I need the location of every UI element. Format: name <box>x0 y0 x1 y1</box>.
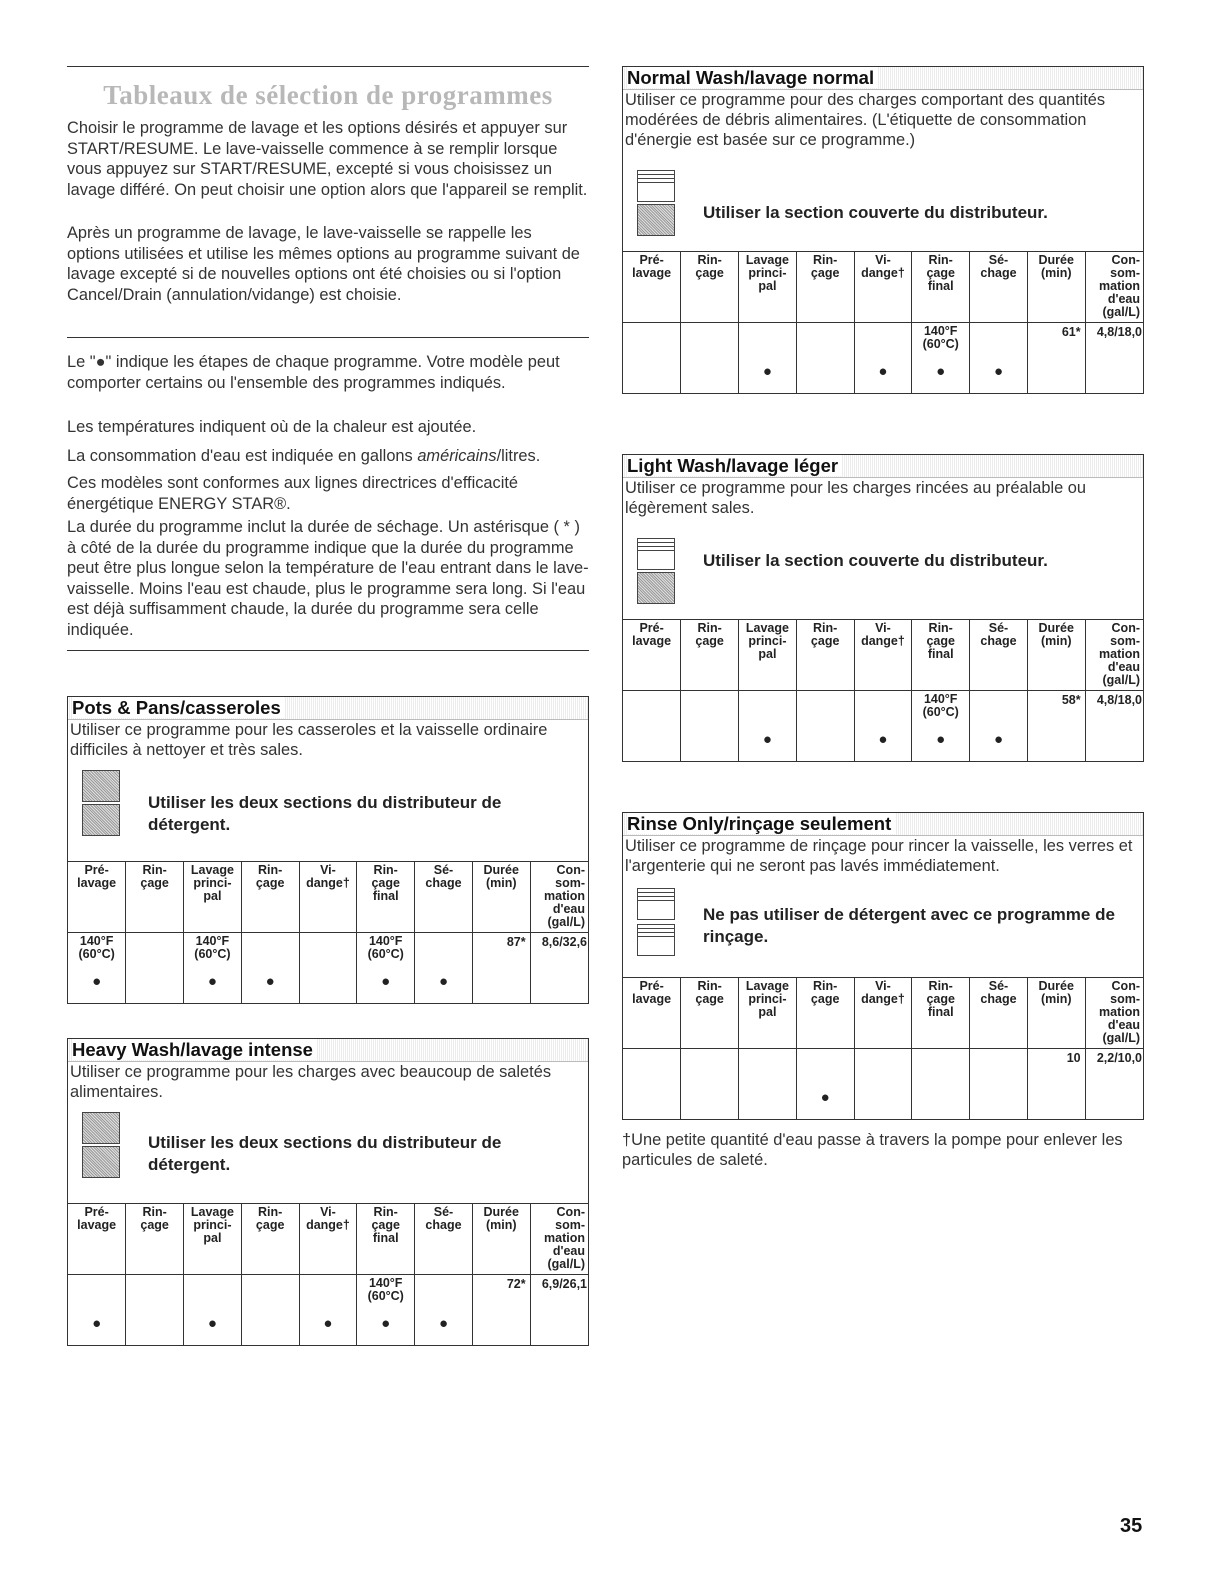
column-header: Rin- çage <box>796 620 854 691</box>
consumption-cell: 2,2/10,0 <box>1085 1049 1143 1120</box>
dispenser-covered-icon <box>637 888 675 920</box>
step-cell <box>912 1049 970 1120</box>
program-description: Utiliser ce programme pour les casseroles et la vaisselle ordinaire difficiles à nettoyer et très sales. <box>70 721 548 759</box>
duration-cell: 87* <box>472 933 530 1004</box>
column-header: Vi- dange† <box>299 1204 357 1275</box>
column-header: Lavage princi- pal <box>184 862 242 933</box>
step-dot: ● <box>323 1315 333 1332</box>
column-header: Rin- çage <box>126 862 184 933</box>
program-description: Utiliser ce programme pour les charges avec beaucoup de saletés alimentaires. <box>70 1063 552 1101</box>
program-box-normal-wash <box>622 66 1144 394</box>
column-header: Rin- çage final <box>912 620 970 691</box>
step-dot: ● <box>92 1315 102 1332</box>
dispenser-open-icon <box>82 1146 120 1178</box>
consumption-cell: 8,6/32,6 <box>530 933 588 1004</box>
column-header: Durée (min) <box>1027 620 1085 691</box>
dispenser-instruction <box>623 524 1143 619</box>
step-dot: ● <box>438 973 448 990</box>
step-dot: ● <box>993 363 1003 380</box>
column-header: Lavage princi- pal <box>739 620 797 691</box>
column-header: Rin- çage <box>796 252 854 323</box>
step-cell <box>970 1049 1028 1120</box>
column-header: Durée (min) <box>472 1204 530 1275</box>
step-cell <box>126 1275 184 1346</box>
table-header-row <box>623 252 1143 323</box>
step-dot: ● <box>878 363 888 380</box>
column-header: Con- som- mation d'eau (gal/L) <box>1085 620 1143 691</box>
column-header: Rin- çage final <box>357 1204 415 1275</box>
program-title: Heavy Wash/lavage intense <box>68 1039 588 1062</box>
table-row <box>68 1275 588 1346</box>
program-steps-table <box>68 861 588 1003</box>
step-dot: ● <box>381 1315 391 1332</box>
step-cell <box>357 1275 415 1346</box>
dispenser-open-icon <box>82 804 120 836</box>
column-header: Sé- chage <box>970 978 1028 1049</box>
temperature-label: 140°F (60°C) <box>78 934 115 961</box>
temperature-label: 140°F (60°C) <box>922 692 959 719</box>
step-cell <box>681 323 739 394</box>
dispenser-covered-icon <box>637 170 675 202</box>
step-cell <box>241 933 299 1004</box>
program-title: Light Wash/lavage léger <box>623 455 1143 478</box>
program-description: Utiliser ce programme pour les charges rincées au préalable ou légèrement sales. <box>625 479 1086 517</box>
column-header: Rin- çage <box>796 978 854 1049</box>
dispenser-instruction-text: Utiliser la section couverte du distributeur. <box>703 203 1048 222</box>
column-header: Rin- çage <box>681 978 739 1049</box>
step-dot: ● <box>762 363 772 380</box>
program-box-pots-pans <box>67 696 589 1004</box>
step-cell <box>241 1275 299 1346</box>
step-cell <box>854 1049 912 1120</box>
step-cell <box>623 1049 681 1120</box>
table-row <box>623 691 1143 762</box>
table-header-row <box>68 862 588 933</box>
dispenser-instruction-text: Ne pas utiliser de détergent avec ce programme de rinçage. <box>703 905 1115 946</box>
step-cell <box>681 691 739 762</box>
table-row <box>68 933 588 1004</box>
column-header: Rin- çage <box>126 1204 184 1275</box>
step-dot: ● <box>936 731 946 748</box>
column-header: Con- som- mation d'eau (gal/L) <box>530 1204 588 1275</box>
step-cell <box>68 1275 126 1346</box>
divider <box>67 337 589 338</box>
step-cell <box>854 691 912 762</box>
consumption-cell: 4,8/18,0 <box>1085 691 1143 762</box>
dispenser-instruction <box>623 156 1143 251</box>
program-box-light-wash <box>622 454 1144 762</box>
column-header: Vi- dange† <box>854 252 912 323</box>
column-header: Rin- çage <box>681 252 739 323</box>
program-steps-table <box>623 619 1143 761</box>
step-cell <box>623 691 681 762</box>
dispenser-instruction-text: Utiliser les deux sections du distributeur de détergent. <box>148 793 502 834</box>
intro-paragraph-7: La durée du programme inclut la durée de séchage. Un astérisque ( * ) à côté de la durée du programme indique que la durée du programme peut être plus longue selon la température de l'eau entrant dans le lave-vaisselle. Moins l'eau est chaude, plus le programme sera long. Si l'eau est déjà suffisamment chaude, la durée du programme sera celle indiquée. <box>67 518 589 639</box>
divider <box>67 650 589 651</box>
temperature-label: 140°F (60°C) <box>367 934 404 961</box>
column-header: Sé- chage <box>415 862 473 933</box>
footnote: †Une petite quantité d'eau passe à travers la pompe pour enlever les particules de saleté. <box>622 1131 1123 1169</box>
table-row <box>623 1049 1143 1120</box>
column-header: Durée (min) <box>1027 252 1085 323</box>
column-header: Vi- dange† <box>854 620 912 691</box>
table-header-row <box>68 1204 588 1275</box>
step-cell <box>796 691 854 762</box>
column-header: Pré- lavage <box>68 862 126 933</box>
column-header: Vi- dange† <box>299 862 357 933</box>
table-row <box>623 323 1143 394</box>
intro-paragraph-3: Le "●" indique les étapes de chaque programme. Votre modèle peut comporter certains ou l'ensemble des programmes indiqués. <box>67 353 560 392</box>
step-dot: ● <box>381 973 391 990</box>
step-cell <box>623 323 681 394</box>
intro-paragraph-2: Après un programme de lavage, le lave-vaisselle se rappelle les options utilisées et utilise les mêmes options au programme suivant de lavage excepté si de nouvelles options ont été choisies ou si l'option Cancel/Drain (annulation/vidange) est choisie. <box>67 224 580 304</box>
step-cell <box>739 323 797 394</box>
dispenser-instruction <box>68 766 588 861</box>
column-header: Lavage princi- pal <box>184 1204 242 1275</box>
dispenser-covered-icon <box>82 770 120 802</box>
column-header: Sé- chage <box>415 1204 473 1275</box>
column-header: Lavage princi- pal <box>739 978 797 1049</box>
step-cell <box>415 1275 473 1346</box>
step-cell <box>854 323 912 394</box>
dispenser-instruction-text: Utiliser les deux sections du distributeur de détergent. <box>148 1133 502 1174</box>
intro-paragraph-1: Choisir le programme de lavage et les options désirés et appuyer sur START/RESUME. Le lave-vaisselle commence à se remplir lorsque vous appuyez sur START/RESUME, excepté si vous choisissez un lavage différé. On peut choisir une option alors que l'appareil se remplit. <box>67 119 588 199</box>
step-cell <box>912 691 970 762</box>
step-cell <box>970 691 1028 762</box>
step-cell <box>184 933 242 1004</box>
step-cell <box>970 323 1028 394</box>
step-dot: ● <box>207 973 217 990</box>
dispenser-instruction <box>68 1108 588 1203</box>
intro-paragraph-5: La consommation d'eau est indiquée en gallons américains/litres. <box>67 447 541 465</box>
program-steps-table <box>68 1203 588 1345</box>
program-description: Utiliser ce programme de rinçage pour rincer la vaisselle, les verres et l'argenterie qui ne seront pas lavés immédiatement. <box>625 837 1133 875</box>
program-title: Pots & Pans/casseroles <box>68 697 588 720</box>
step-dot: ● <box>878 731 888 748</box>
step-cell <box>796 323 854 394</box>
temperature-label: 140°F (60°C) <box>194 934 231 961</box>
program-title: Normal Wash/lavage normal <box>623 67 1143 90</box>
temperature-label: 140°F (60°C) <box>922 324 959 351</box>
column-header: Rin- çage <box>241 862 299 933</box>
column-header: Durée (min) <box>1027 978 1085 1049</box>
program-box-heavy-wash <box>67 1038 589 1346</box>
column-header: Pré- lavage <box>623 620 681 691</box>
temperature-label: 140°F (60°C) <box>367 1276 404 1303</box>
program-description: Utiliser ce programme pour des charges comportant des quantités modérées de débris alimentaires. (L'étiquette de consommation d'énergie est basée sur ce programme.) <box>625 91 1106 149</box>
table-header-row <box>623 620 1143 691</box>
column-header: Pré- lavage <box>623 252 681 323</box>
step-cell <box>299 933 357 1004</box>
dispenser-open-icon <box>637 572 675 604</box>
page-number: 35 <box>1120 1515 1143 1537</box>
intro-paragraph-4: Les températures indiquent où de la chaleur est ajoutée. <box>67 418 477 436</box>
step-cell <box>68 933 126 1004</box>
step-dot: ● <box>820 1089 830 1106</box>
program-steps-table <box>623 977 1143 1119</box>
step-cell <box>357 933 415 1004</box>
duration-cell: 61* <box>1027 323 1085 394</box>
step-cell <box>126 933 184 1004</box>
duration-cell: 58* <box>1027 691 1085 762</box>
column-header: Rin- çage <box>681 620 739 691</box>
column-header: Pré- lavage <box>623 978 681 1049</box>
step-dot: ● <box>207 1315 217 1332</box>
column-header: Rin- çage <box>241 1204 299 1275</box>
column-header: Durée (min) <box>472 862 530 933</box>
dispenser-covered-icon <box>82 1112 120 1144</box>
table-header-row <box>623 978 1143 1049</box>
step-cell <box>681 1049 739 1120</box>
duration-cell: 10 <box>1027 1049 1085 1120</box>
dispenser-instruction <box>623 882 1143 977</box>
column-header: Rin- çage final <box>357 862 415 933</box>
column-header: Lavage princi- pal <box>739 252 797 323</box>
column-header: Rin- çage final <box>912 978 970 1049</box>
page-title: Tableaux de sélection de programmes <box>103 80 553 110</box>
program-box-rinse-only <box>622 812 1144 1120</box>
column-header: Pré- lavage <box>68 1204 126 1275</box>
dispenser-open-icon <box>637 924 675 956</box>
column-header: Rin- çage final <box>912 252 970 323</box>
step-cell <box>184 1275 242 1346</box>
step-cell <box>739 1049 797 1120</box>
column-header: Con- som- mation d'eau (gal/L) <box>1085 978 1143 1049</box>
step-dot: ● <box>936 363 946 380</box>
step-dot: ● <box>762 731 772 748</box>
column-header: Con- som- mation d'eau (gal/L) <box>1085 252 1143 323</box>
intro-paragraph-6: Ces modèles sont conformes aux lignes directrices d'efficacité énergétique ENERGY STAR®. <box>67 474 519 513</box>
step-dot: ● <box>92 973 102 990</box>
step-dot: ● <box>265 973 275 990</box>
dispenser-instruction-text: Utiliser la section couverte du distributeur. <box>703 551 1048 570</box>
program-title: Rinse Only/rinçage seulement <box>623 813 1143 836</box>
step-dot: ● <box>438 1315 448 1332</box>
step-cell <box>739 691 797 762</box>
column-header: Vi- dange† <box>854 978 912 1049</box>
step-cell <box>796 1049 854 1120</box>
step-dot: ● <box>993 731 1003 748</box>
consumption-cell: 6,9/26,1 <box>530 1275 588 1346</box>
column-header: Con- som- mation d'eau (gal/L) <box>530 862 588 933</box>
dispenser-open-icon <box>637 204 675 236</box>
column-header: Sé- chage <box>970 252 1028 323</box>
duration-cell: 72* <box>472 1275 530 1346</box>
step-cell <box>912 323 970 394</box>
divider <box>67 66 589 67</box>
consumption-cell: 4,8/18,0 <box>1085 323 1143 394</box>
step-cell <box>415 933 473 1004</box>
program-steps-table <box>623 251 1143 393</box>
step-cell <box>299 1275 357 1346</box>
column-header: Sé- chage <box>970 620 1028 691</box>
dispenser-covered-icon <box>637 538 675 570</box>
